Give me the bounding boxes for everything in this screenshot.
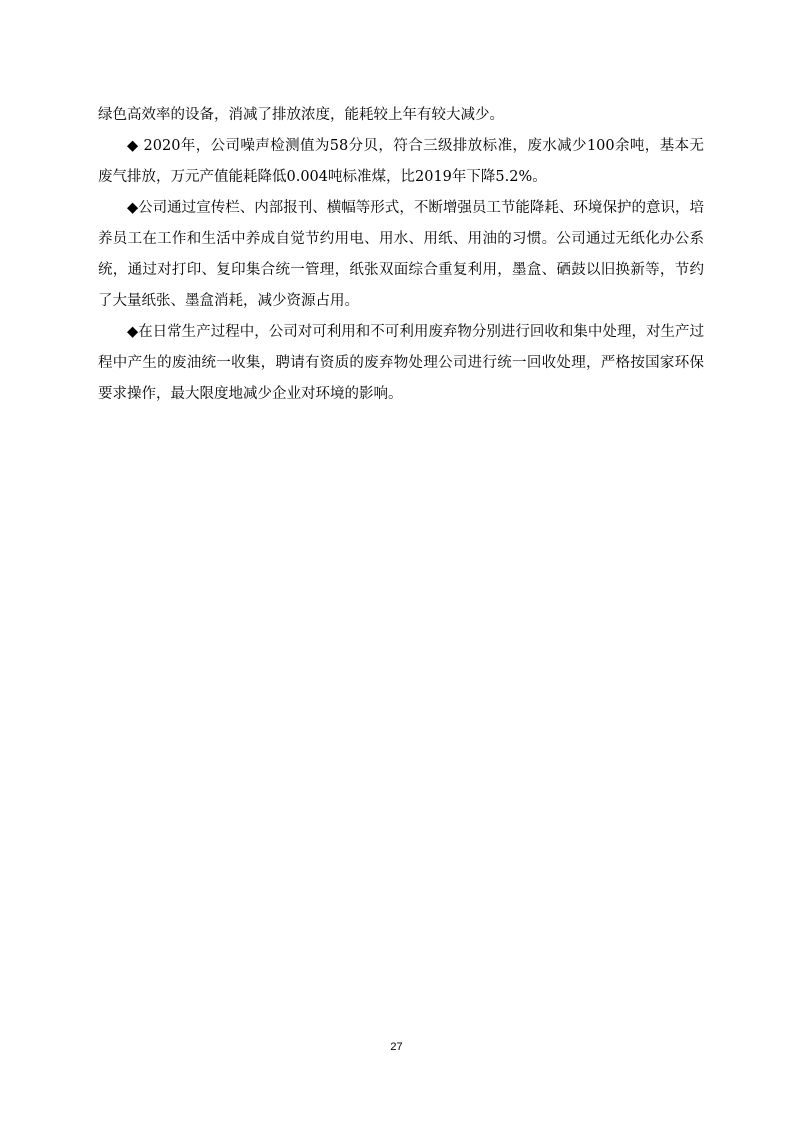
paragraph-waste-handling: ◆在日常生产过程中，公司对可利用和不可利用废弃物分别进行回收和集中处理，对生产过程中产生的废油统一收集，聘请有资质的废弃物处理公司进行统一回收处理，严格按国家环保要求操作，最大限度地减少企业对环境的影响。 bbox=[98, 324, 704, 402]
paragraph-continuation: 绿色高效率的设备，消减了排放浓度，能耗较上年有较大减少。 bbox=[98, 107, 504, 123]
paragraph-energy-saving-awareness: ◆公司通过宣传栏、内部报刊、横幅等形式，不断增强员工节能降耗、环境保护的意识，培养员工在工作和生活中养成自觉节约用电、用水、用纸、用油的习惯。公司通过无纸化办公系统，通过对打印、复印集合统一管理，纸张双面综合重复利用，墨盒、硒鼓以旧换新等，节约了大量纸张、墨盒消耗，减少资源占用。 bbox=[98, 200, 704, 309]
paragraph-noise-wastewater: ◆ 2020年，公司噪声检测值为58分贝，符合三级排放标准，废水减少100余吨，基本无废气排放，万元产值能耗降低0.004吨标准煤，比2019年下降5.2%。 bbox=[98, 138, 704, 185]
page-number: 27 bbox=[390, 1041, 403, 1053]
document-body bbox=[98, 100, 704, 410]
